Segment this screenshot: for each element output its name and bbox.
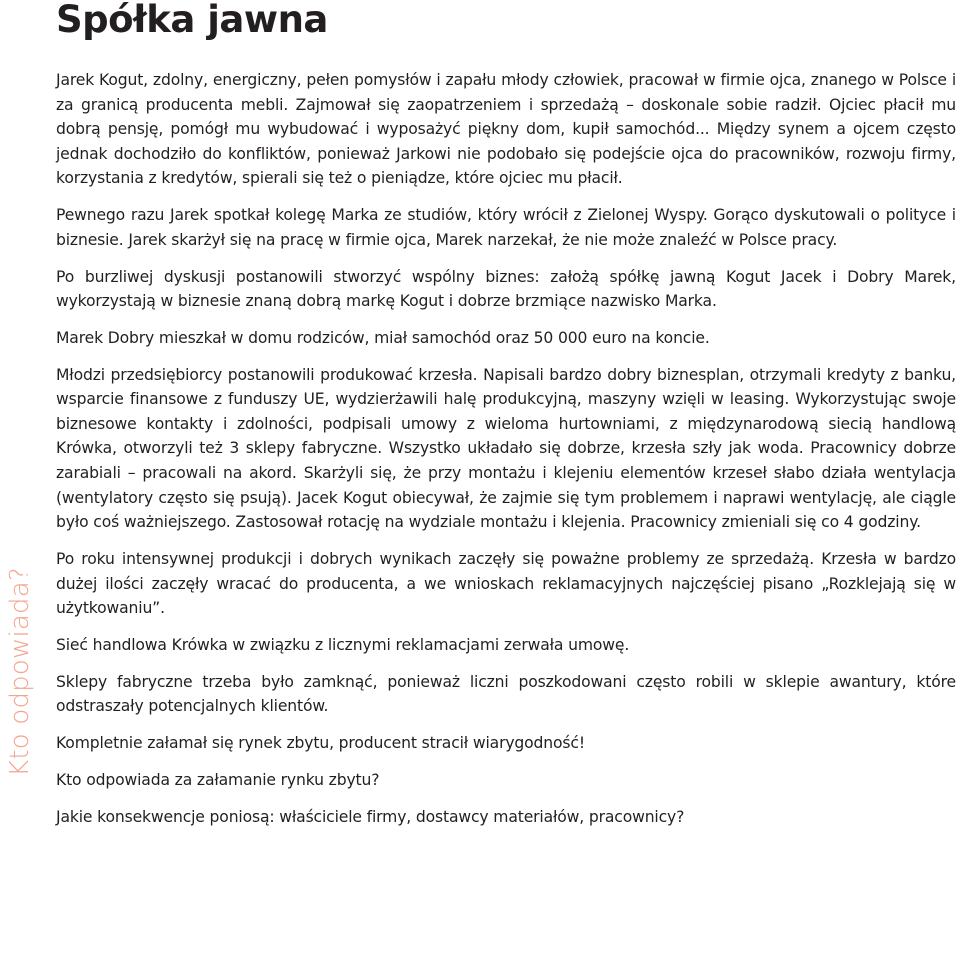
- paragraph-stores-closed: Sklepy fabryczne trzeba było zamknąć, ponieważ liczni poszkodowani często robili w sklepie awantury, które odstraszały potencjalnych klientów.: [56, 672, 956, 716]
- side-label-text: Kto odpowiada?: [5, 567, 36, 777]
- paragraph-assets: Marek Dobry mieszkał w domu rodziców, miał samochód oraz 50 000 euro na koncie.: [56, 328, 710, 347]
- paragraph-contract-terminated: Sieć handlowa Krówka w związku z licznymi reklamacjami zerwała umowę.: [56, 636, 630, 654]
- document-body: [56, 68, 956, 829]
- question-consequences: Jakie konsekwencje poniosą: właściciele firmy, dostawcy materiałów, pracownicy?: [56, 807, 685, 826]
- paragraph-production: Młodzi przedsiębiorcy postanowili produkować krzesła. Napisali bardzo dobry biznesplan, otrzymali kredyty z banku, wsparcie finansowe z funduszy UE, wydzierżawili halę produkcyjną, maszyny wzięli w leasing. Wykorzystując swoje biznesowe kontakty i zdolności, podpisali umowy z wieloma hurtowniami, z międzynarodową siecią handlową Krówka, otworzyli też 3 sklepy fabryczne. Wszystko układało się dobrze, krzesła szły jak woda. Pracownicy dobrze zarabiali – pracowali na akord. Skarżyli się, że przy montażu i klejeniu elementów krzeseł słabo działa wentylacja (wentylatory często się psują). Jacek Kogut obiecywał, że zajmie się tym problemem i naprawi wentylację, ale ciągle było coś ważniejszego. Zastosował rotację na wydziale montażu i klejenia. Pracownicy zmieniali się co 4 godziny.: [56, 365, 956, 532]
- paragraph-meeting: Pewnego razu Jarek spotkał kolegę Marka ze studiów, który wrócił z Zielonej Wyspy. Gorąco dyskutowali o polityce i biznesie. Jarek skarżył się na pracę w firmie ojca, Marek narzekał, że nie może znaleźć w Polsce pracy.: [56, 206, 956, 249]
- paragraph-partnership: Po burzliwej dyskusji postanowili stworzyć wspólny biznes: założą spółkę jawną Kogut Jacek i Dobry Marek, wykorzystają w biznesie znaną dobrą markę Kogut i dobrze brzmiące nazwisko Marka.: [56, 267, 956, 311]
- question-responsibility: Kto odpowiada za załamanie rynku zbytu?: [56, 770, 380, 789]
- page-title: Spółka jawna: [56, 0, 328, 41]
- paragraph-problems: Po roku intensywnej produkcji i dobrych wynikach zaczęły się poważne problemy ze sprzedażą. Krzesła w bardzo dużej ilości zaczęły wracać do producenta, a we wnioskach reklamacyjnych najczęściej pisano „Rozklejają się w użytkowaniu”.: [56, 550, 956, 618]
- paragraph-intro: Jarek Kogut, zdolny, energiczny, pełen pomysłów i zapału młody człowiek, pracował w firmie ojca, znanego w Polsce i za granicą producenta mebli. Zajmował się zaopatrzeniem i sprzedażą – doskonale sobie radził. Ojciec płacił mu dobrą pensję, pomógł mu wybudować i wyposażyć piękny dom, kupił samochód... Między synem a ojcem często jednak dochodziło do konfliktów, ponieważ Jarkowi nie podobało się podejście ojca do pracowników, rozwoju firmy, korzystania z kredytów, spierali się też o pieniądze, które ojciec mu płacił.: [56, 71, 956, 188]
- paragraph-market-collapse: Kompletnie załamał się rynek zbytu, producent stracił wiarygodność!: [56, 734, 585, 753]
- side-label: [0, 565, 40, 779]
